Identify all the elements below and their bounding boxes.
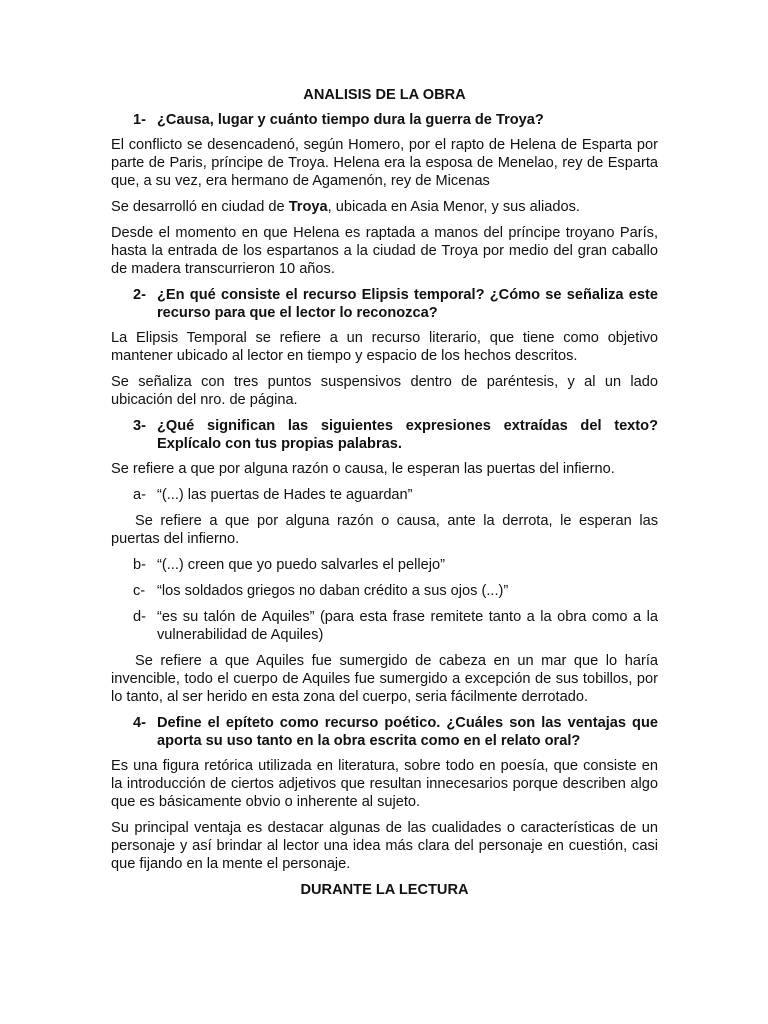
question-number: 3- [133, 418, 146, 434]
list-item-text: “(...) creen que yo puedo salvarles el pellejo” [157, 557, 445, 573]
question-1 [111, 111, 658, 129]
answer-paragraph: Se señaliza con tres puntos suspensivos dentro de paréntesis, y al un lado ubicación del nro. de página. [111, 374, 658, 408]
question-4 [111, 714, 658, 750]
list-item-label: d- [133, 609, 146, 625]
bold-text: Troya [288, 199, 328, 215]
answer-paragraph: Desde el momento en que Helena es raptada a manos del príncipe troyano París, hasta la entrada de los espartanos a la ciudad de Troya por medio del gran caballo de madera transcurrieron 10 años. [111, 225, 658, 277]
list-item-label: a- [133, 487, 146, 503]
document-title: ANALISIS DE LA OBRA [303, 87, 466, 103]
answer-paragraph: Se refiere a que por alguna razón o causa, ante la derrota, le esperan las puertas del infierno. [111, 513, 658, 547]
list-item [111, 608, 658, 644]
list-item [111, 582, 658, 600]
question-number: 4- [133, 715, 146, 731]
list-item [111, 556, 658, 574]
answer-paragraph: Su principal ventaja es destacar algunas de las cualidades o características de un personaje y así brindar al lector una idea más clara del personaje en cuestión, casi que fijando en la mente el personaje. [111, 820, 658, 872]
question-2 [111, 286, 658, 322]
answer-paragraph: La Elipsis Temporal se refiere a un recurso literario, que tiene como objetivo mantener ubicado al lector en tiempo y espacio de los hechos descritos. [111, 330, 658, 364]
text-run: , ubicada en Asia Menor, y sus aliados. [327, 199, 580, 215]
answer-paragraph: Se refiere a que Aquiles fue sumergido de cabeza en un mar que lo haría invencible, todo el cuerpo de Aquiles fue sumergido a excepción de sus tobillos, por lo tanto, al ser herido en esta zona del cuerpo, seria fácilmente derrotado. [111, 653, 658, 705]
section-heading: DURANTE LA LECTURA [300, 882, 469, 898]
question-text: ¿Causa, lugar y cuánto tiempo dura la guerra de Troya? [157, 112, 544, 128]
answer-paragraph: El conflicto se desencadenó, según Homero, por el rapto de Helena de Esparta por parte de Paris, príncipe de Troya. Helena era la esposa de Menelao, rey de Esparta que, a su vez, era hermano de Agamenón, rey de Micenas [111, 137, 658, 189]
answer-paragraph [111, 198, 658, 216]
text-run: Se desarrolló en ciudad de [111, 199, 289, 215]
list-item [111, 486, 658, 504]
question-number: 2- [133, 287, 146, 303]
answer-paragraph: Se refiere a que por alguna razón o causa, le esperan las puertas del infierno. [111, 461, 615, 477]
question-3 [111, 417, 658, 453]
list-item-text: “los soldados griegos no daban crédito a sus ojos (...)” [157, 583, 509, 599]
list-item-label: c- [133, 583, 146, 599]
question-text: ¿En qué consiste el recurso Elipsis temporal? ¿Cómo se señaliza este recurso para que el lector lo reconozca? [157, 287, 658, 321]
list-item-label: b- [133, 557, 146, 573]
list-item-text: “(...) las puertas de Hades te aguardan” [157, 487, 413, 503]
answer-paragraph: Es una figura retórica utilizada en literatura, sobre todo en poesía, que consiste en la introducción de ciertos adjetivos que resultan innecesarios porque describen algo que es básicamente obvio o inherente al sujeto. [111, 758, 658, 810]
question-text: ¿Qué significan las siguientes expresiones extraídas del texto? Explícalo con tus propias palabras. [157, 418, 658, 452]
question-text: Define el epíteto como recurso poético. ¿Cuáles son las ventajas que aporta su uso tanto en la obra escrita como en el relato oral? [157, 715, 658, 749]
question-number: 1- [133, 112, 146, 128]
list-item-text: “es su talón de Aquiles” (para esta frase remitete tanto a la obra como a la vulnerabilidad de Aquiles) [157, 609, 658, 643]
